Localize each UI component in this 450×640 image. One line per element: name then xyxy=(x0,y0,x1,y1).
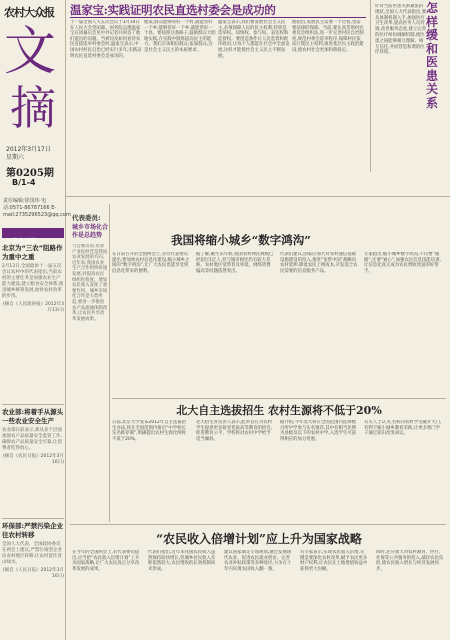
right-feature-body: 针对当前医患关系紧张的现状,全国人大代表指出,要从体制机制入手,加强医疗卫生改革,提高医务人员待遇,改善服务态度,建立完善的医疗纠纷调解机制,使医患之间能够相互理解、相互信任,共同营造和谐的医疗环境。 xyxy=(375,4,427,56)
text-column: 在日前召开的全国两会上,多位代表委员提出,要加快农村信息化建设,缩小城乡之间的“数字鸿沟”,让广大农民也能享受到信息化带来的便利。 xyxy=(112,252,190,274)
column-divider xyxy=(109,204,110,522)
section-title-char-2: 摘 xyxy=(10,81,56,135)
side-brief-body: 2月13日,全国政协十一届五次会议农村中的代表指出,当前农村的主要任务是加强农业生产能力建设,建立粮食安全体系,推进城乡统筹发展,加快农村改革的步伐。 xyxy=(2,264,64,299)
divider xyxy=(112,398,446,399)
text-column: 他说,群众能够管好一个村,就能管好一个乡;能够管好一个乡,就能管好一个县。要按照这条路子,鼓励群众大胆地实践,在实践中锻炼提高民主的能力。我们应该相信群众,依靠群众,这是社会主义民主的本质要求。 xyxy=(144,20,216,53)
left-column xyxy=(0,0,71,640)
article-4-headline: “农民收入倍增计划”应上升为国家战略 xyxy=(156,532,362,546)
right-feature-box xyxy=(370,0,450,172)
side-brief-headline: 农业部:将着手从源头一些农业安全生产 xyxy=(2,408,64,425)
text-column: 据介绍,今年北大将在全国范围内选择数百所中学参与实名推荐,其中有相当比例为县级及以下的农村中学,入选学生可获得相应的加分优惠。 xyxy=(280,420,357,442)
mid-brief-headline: 代表委员: xyxy=(72,214,101,222)
article-2-headline: 我国将缩小城乡“数字鸿沟” xyxy=(171,233,311,247)
article-3-headline: 北大自主选拔招生 农村生源将不低于20% xyxy=(176,404,382,417)
side-brief-source: (摘自《人民日报》2012年3月16日) xyxy=(2,568,64,579)
headline-underline xyxy=(70,17,366,18)
issue-number: 第0205期 xyxy=(6,168,54,179)
text-column: 代表们指出,近年来我国农民收入虽然保持较快增长,但城乡居民收入差距依然较大,农民增收的长效机制尚未形成。 xyxy=(148,550,216,572)
side-brief-source: (摘自《农民日报》2012年3月16日) xyxy=(2,454,64,465)
section-nav-label: ◎ 信息观潮 xyxy=(5,238,37,245)
section-nav-bar xyxy=(2,228,64,245)
issue-dateline xyxy=(6,146,51,162)
side-brief-body: 全国人大代表、全国政协委员在两会上建议,严禁污染型企业向农村地区转移,让农村留住青山绿水。 xyxy=(2,542,62,565)
side-brief-body: 农业部日前表示,将从多个层面加强农产品质量安全监管工作,确保农产品质量安全可靠,让消费者吃得放心。 xyxy=(2,428,62,451)
article-4-body xyxy=(72,550,446,638)
section-title xyxy=(2,24,64,142)
issue-date: 2012年3月17日 xyxy=(6,146,51,153)
text-column: 温家宝表示,我们要发展社会主义民主,必须保障人民的民主权利,特别是选举权、知情权、参与权、表达权和监督权。要创造条件让人民监督和批评政府,让每个人都能在社会中全面发展,这样才能使社会主义民主不断发展。 xyxy=(218,20,290,59)
issue-pages: B/1-4 xyxy=(12,178,36,187)
side-brief-headline: 北京为“三农”阻路作为重中之重 xyxy=(2,244,63,261)
mid-brief-body: 与会委员说,农业产业化经营是我国农业发展的方向。近年来,我国农业生产合作组织快速发展,对提高农民组织化程度、增加农民收入发挥了重要作用。城乡市场化合作是大势所趋,要进一步推进农产品流通体制改革,让农民共享改革发展成果。 xyxy=(72,244,108,322)
article-3-body xyxy=(112,420,446,516)
mid-brief-subhead: 城乡市场化合作是总趋势 xyxy=(72,224,109,239)
top-article-headline: 温家宝:实践证明农民直选村委会是成功的 xyxy=(70,3,276,17)
side-brief-3 xyxy=(2,522,64,579)
text-column: 在今年的全国两会上,有代表委员提出,应当把“农民收入倍增计划”上升为国家战略,让广大农民真正分享改革发展的成果。 xyxy=(72,550,140,572)
text-column: 据了解,截至去年底,我国农村网民规模已经超过1亿人,但与城市相比仍有较大差距。农村地区宽带普及率低、网络资费偏高等问题依然突出。 xyxy=(196,252,274,274)
text-column: 他指出,发展民主需要一个过程,也需要法律的保障。当前,要认真贯彻村民委员会组织法,进一步完善村民自治制度,规范村委会选举程序,保障村民依法行使民主权利,推进基层民主政治建设,使农村社会更加和谐稳定。 xyxy=(292,20,364,53)
masthead: 农村大众报 xyxy=(4,6,54,19)
text-column: 建议国家制定专项规划,通过发展现代农业、促进农民就业创业、完善农业补贴政策等多种途径,力争在十年内实现农民收入翻一番。 xyxy=(224,550,292,572)
section-title-char-1: 文 xyxy=(4,22,57,82)
side-brief-source: (摘自《人民政协报》2012年3月13日) xyxy=(2,302,64,313)
top-article-body xyxy=(70,20,366,188)
text-column: 代表们建议,国家应加大对农村通信基础设施建设的投入,推进“宽带中国”战略向农村延伸,降低农民上网成本,开发适合农民需要的信息服务产品。 xyxy=(280,252,358,274)
mid-column-brief xyxy=(72,214,108,524)
right-feature-headline: 怎样缓和医患关系 xyxy=(426,1,439,110)
side-brief-headline: 环保部:严禁污染企业往农村转移 xyxy=(2,522,64,539)
editor-info: 责任编辑:徐国伟 电话:0571-86787166 E-mail:2735296523@qq.com xyxy=(3,198,71,218)
side-brief-2 xyxy=(2,408,64,465)
text-column: 有关人士认为,名校向农村学生敞开大门,有利于缩小城乡教育差距,让更多寒门学子通过知识改变命运。 xyxy=(364,420,442,437)
divider xyxy=(70,524,446,525)
article-2-body xyxy=(112,252,446,400)
side-brief-1 xyxy=(2,244,64,313)
divider xyxy=(66,196,450,197)
text-column: 日前,北京大学发布2012年自主选拔招生办法,将在全国范围内推出“中学校长实名推荐制”,明确提出农村生源比例将不低于20%。 xyxy=(112,420,187,442)
text-column: 专家指出,缩小城乡数字鸿沟,不仅要“通路”,还要“通心”,加强农民信息技能培训,让信息化真正成为农民增收致富的好帮手。 xyxy=(364,252,441,274)
text-column: 同时,还应加大对农村教育、医疗、社保等公共服务的投入,减轻农民负担,使农民收入增长与经济发展同步。 xyxy=(376,550,444,572)
text-column: 北大招生办负责人表示,此举旨在为农村学生提供更多接受优质高等教育的机会,促进教育公平。学校将对农村中学给予适当倾斜。 xyxy=(196,420,273,442)
divider xyxy=(2,404,64,405)
issue-weekday: 星期六 xyxy=(6,154,25,161)
text-column: 十一届全国人大五次会议于3月14日在人民大会堂闭幕。国务院总理温家宝在闭幕后会见中外记者并回答了他们提出的问题。当被问及如何看待农民直接选举村委会时,温家宝表示,中国农村村民自治已经实行多年,实践证明农民直选村委会是成功的。 xyxy=(70,20,142,59)
text-column: 有专家表示,实现农民收入倍增,关键是要深化农村改革,赋予农民更多财产权利,让农民在土地增值收益中获得更大份额。 xyxy=(300,550,368,572)
divider xyxy=(2,518,64,519)
